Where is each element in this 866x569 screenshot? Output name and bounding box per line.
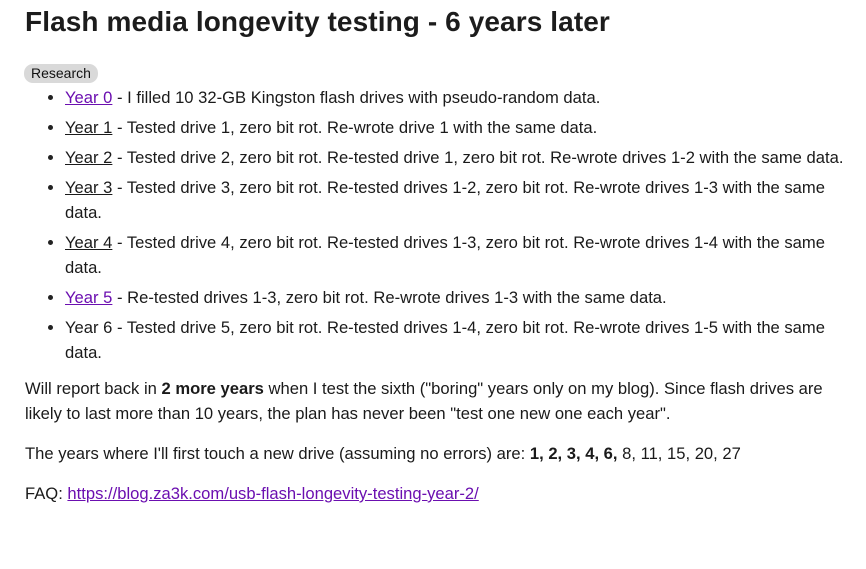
report-paragraph: Will report back in 2 more years when I test the sixth ("boring" years only on my blog). Since flash drives are likely to last more than 10 years, the plan has never been "test one new one each year".: [25, 379, 823, 423]
list-item: • Year 2 - Tested drive 2, zero bit rot. Re-tested drive 1, zero bit rot. Re-wrote drives 1-2 with the same data.: [65, 145, 855, 170]
list-item: • Year 5 - Re-tested drives 1-3, zero bit rot. Re-wrote drives 1-3 with the same data.: [65, 285, 855, 310]
yearly-log-list: [25, 85, 855, 365]
year-link[interactable]: Year 5: [65, 288, 113, 307]
faq-paragraph: FAQ: https://blog.za3k.com/usb-flash-longevity-testing-year-2/: [25, 484, 479, 503]
post-title: Flash media longevity testing - 6 years later: [25, 6, 610, 37]
years-paragraph: The years where I'll first touch a new drive (assuming no errors) are: 1, 2, 3, 4, 6, 8, 11, 15, 20, 27: [25, 444, 741, 463]
list-item: • Year 6 - Tested drive 5, zero bit rot. Re-tested drives 1-4, zero bit rot. Re-wrote drives 1-5 with the same data.: [65, 315, 855, 365]
year-link[interactable]: Year 4: [65, 233, 113, 252]
year-link[interactable]: Year 0: [65, 88, 113, 107]
list-item: • Year 0 - I filled 10 32-GB Kingston flash drives with pseudo-random data.: [65, 85, 855, 110]
faq-link[interactable]: https://blog.za3k.com/usb-flash-longevity-testing-year-2/: [67, 484, 479, 503]
list-item: • Year 4 - Tested drive 4, zero bit rot. Re-tested drives 1-3, zero bit rot. Re-wrote drives 1-4 with the same data.: [65, 230, 855, 280]
list-item: • Year 1 - Tested drive 1, zero bit rot. Re-wrote drive 1 with the same data.: [65, 115, 855, 140]
post: [25, 0, 855, 506]
year-link[interactable]: Year 3: [65, 178, 113, 197]
tag-badge[interactable]: Research: [24, 64, 98, 83]
year-link[interactable]: Year 1: [65, 118, 113, 137]
year-link[interactable]: Year 2: [65, 148, 113, 167]
year-label: Year 6: [65, 318, 113, 337]
list-item: • Year 3 - Tested drive 3, zero bit rot. Re-tested drives 1-2, zero bit rot. Re-wrote drives 1-3 with the same data.: [65, 175, 855, 225]
